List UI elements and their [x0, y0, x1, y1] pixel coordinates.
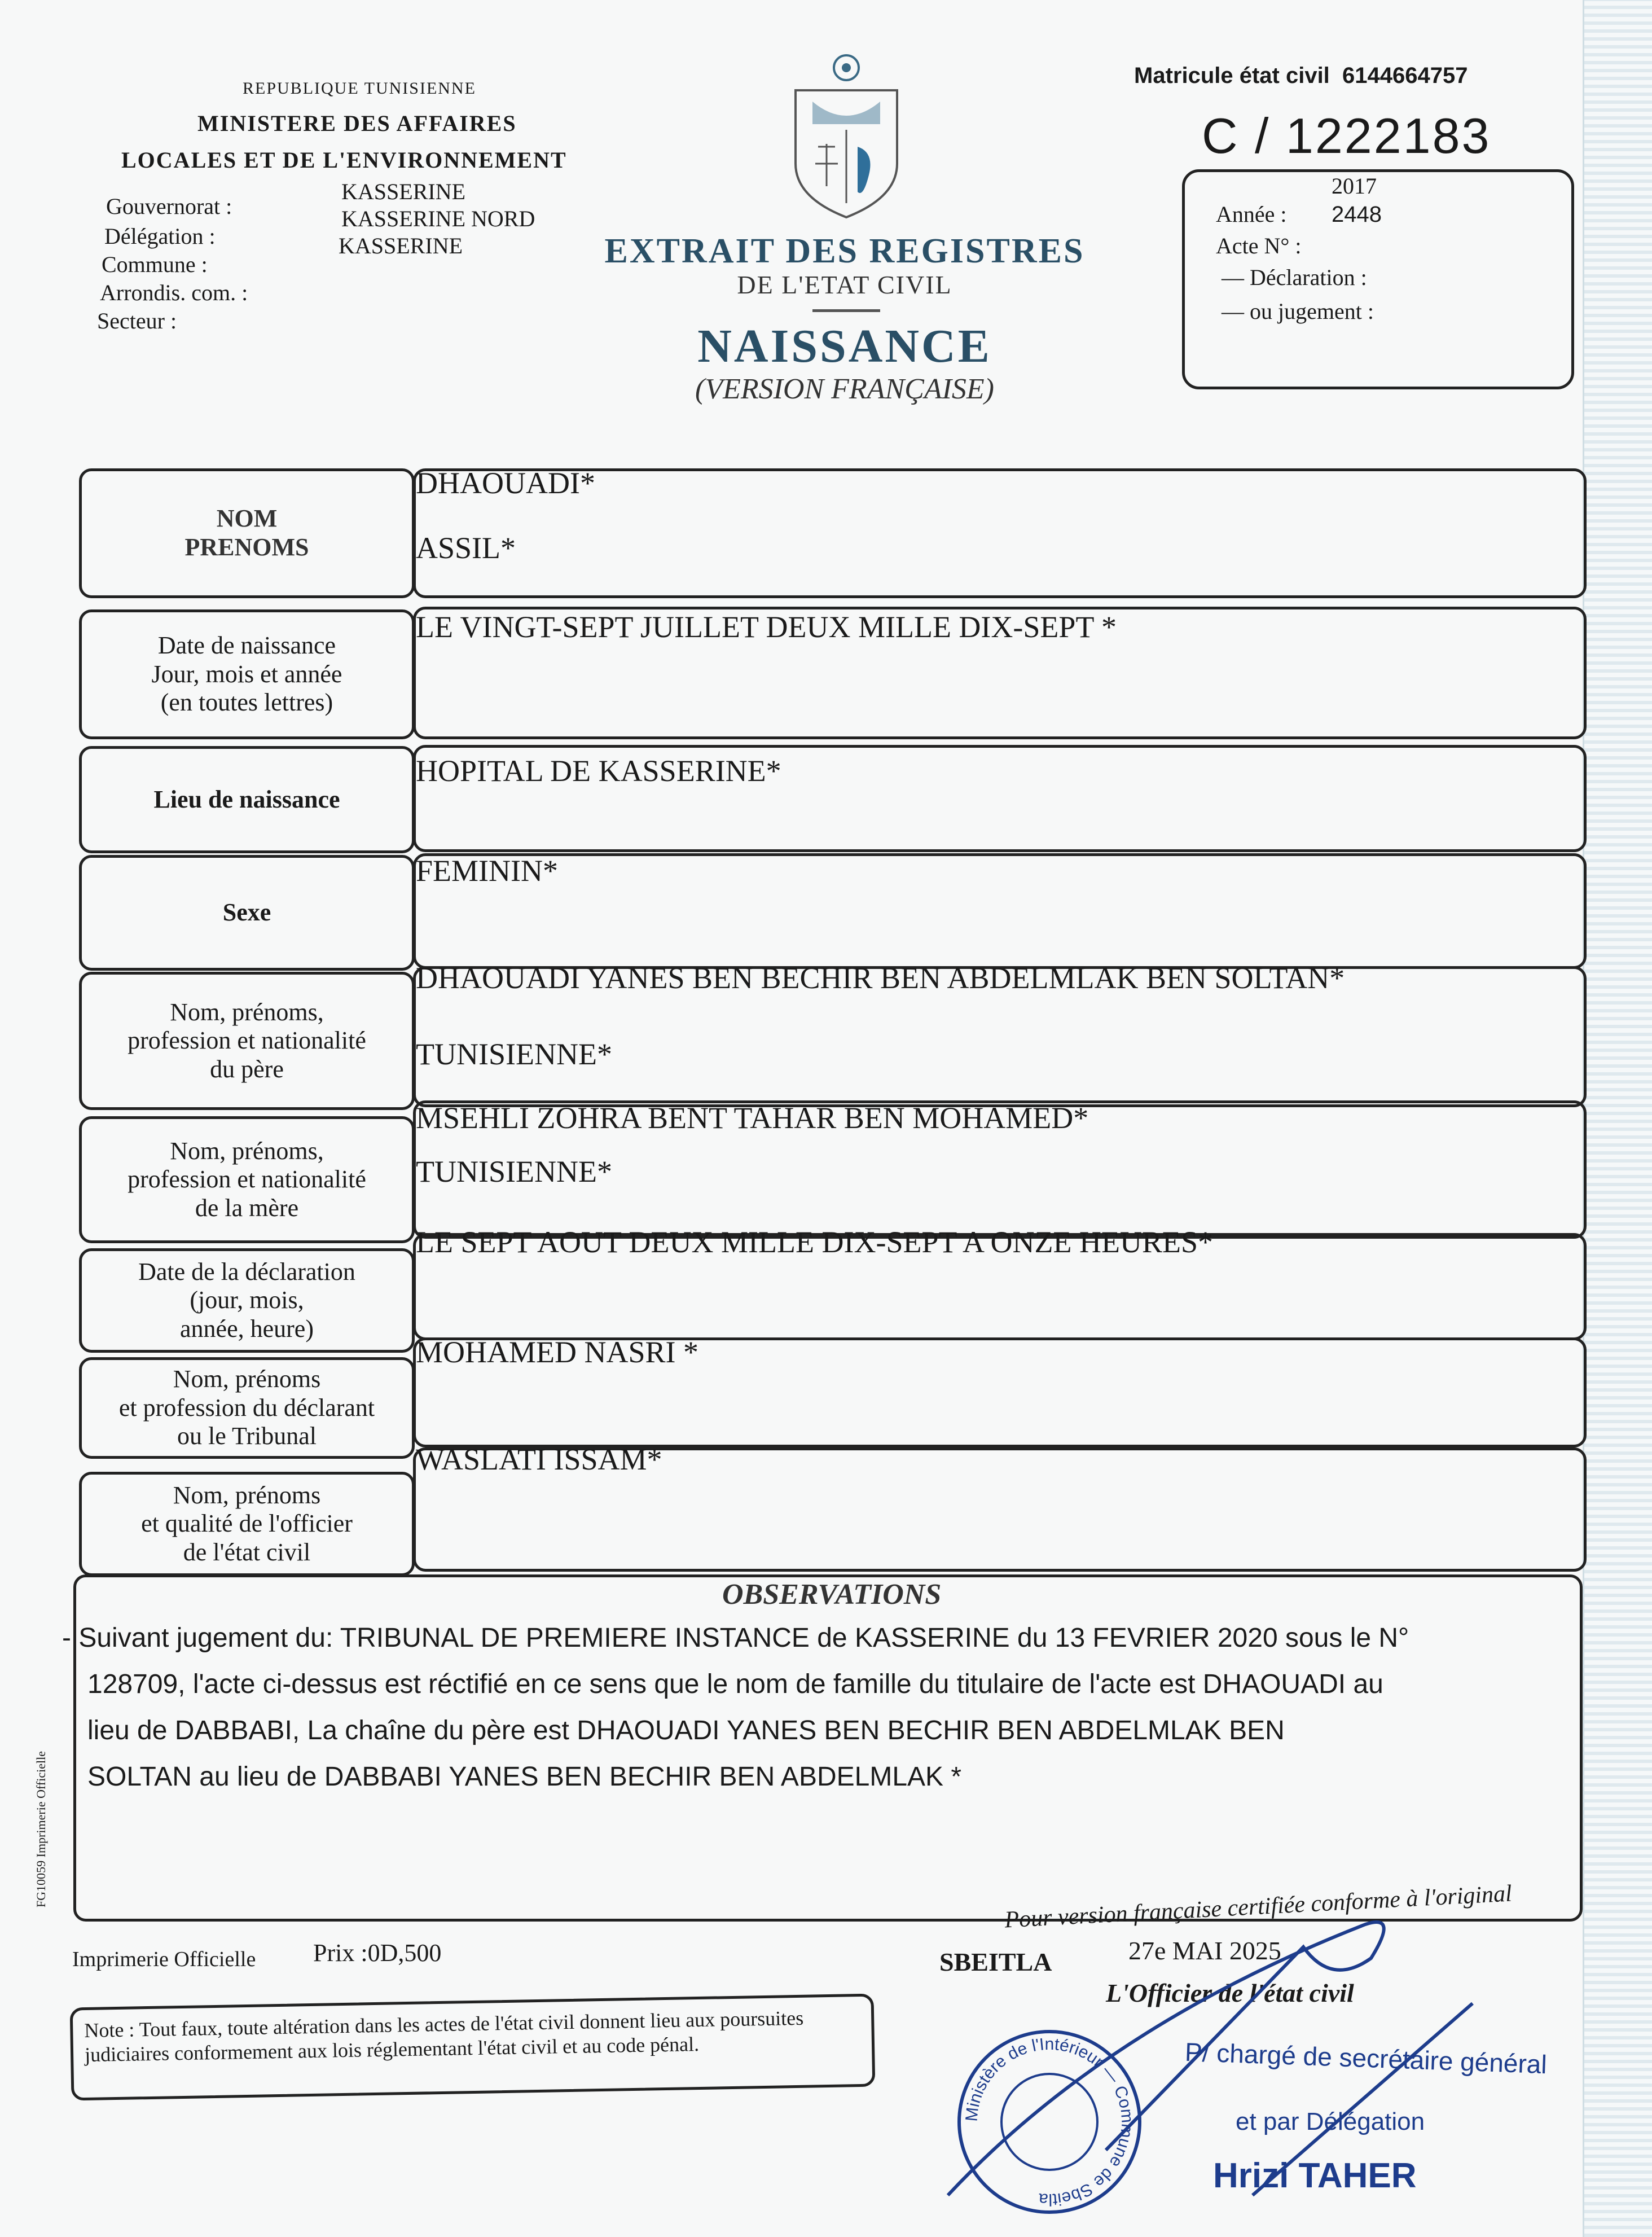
officer-label: Nom, prénoms et qualité de l'officier de l'état civil: [79, 1472, 415, 1576]
version-subtitle: (VERSION FRANÇAISE): [695, 373, 994, 405]
declarant-value: MOHAMED NASRI *: [416, 1335, 699, 1369]
matricule-value: 6144664757: [1342, 63, 1468, 88]
observation-line: - Suivant jugement du: TRIBUNAL DE PREMIERE INSTANCE de KASSERINE du 13 FEVRIER 2020 sous le N°: [62, 1623, 1409, 1653]
birth-date-value: LE VINGT-SEPT JUILLET DEUX MILLE DIX-SEPT *: [416, 610, 1117, 644]
observations-heading: OBSERVATIONS: [722, 1578, 942, 1611]
printer-label: Imprimerie Officielle: [72, 1947, 256, 1971]
margin-print-code: FG10059 Imprimerie Officielle: [34, 1751, 48, 1907]
father-nationality-value: TUNISIENNE*: [416, 1037, 612, 1071]
birth-date-label: Date de naissance Jour, mois et année (en toutes lettres): [79, 609, 415, 739]
matricule: [1134, 63, 1468, 89]
observation-line: lieu de DABBABI, La chaîne du père est DHAOUADI YANES BEN BECHIR BEN ABDELMLAK BEN: [87, 1716, 1285, 1745]
arrondissement-label: Arrondis. com. :: [100, 280, 248, 305]
matricule-label: Matricule état civil: [1134, 63, 1330, 88]
declaration-label: — Déclaration :: [1222, 265, 1367, 290]
father-label: Nom, prénoms, profession et nationalité du père: [79, 972, 415, 1110]
birth-place-field: [413, 745, 1587, 852]
observations-text: [62, 1615, 1409, 1800]
year-value: 2017: [1332, 173, 1377, 199]
gouvernorat-label: Gouvernorat :: [106, 194, 232, 219]
republic-heading: REPUBLIQUE TUNISIENNE: [243, 79, 476, 98]
delegation-label: Délégation :: [104, 223, 216, 249]
nom-prenoms-field: [413, 468, 1587, 598]
extract-title: EXTRAIT DES REGISTRES: [604, 232, 1085, 270]
commune-label: Commune :: [102, 252, 208, 277]
gouvernorat-value: KASSERINE: [341, 179, 466, 204]
mother-label: Nom, prénoms, profession et nationalité de la mère: [79, 1116, 415, 1243]
declaration-date-field: [413, 1225, 1587, 1340]
nom-prenoms-label: NOM PRENOMS: [79, 468, 415, 598]
acte-label: Acte N° :: [1216, 233, 1302, 258]
declaration-date-label: Date de la déclaration (jour, mois, année, heure): [79, 1248, 415, 1353]
father-field: [413, 961, 1587, 1107]
signature-line1: P/ chargé de secrétaire général: [1184, 2037, 1548, 2080]
birth-place-label: Lieu de naissance: [79, 746, 415, 853]
acte-value: 2448: [1332, 202, 1382, 227]
security-paper-edge: [1583, 0, 1652, 2237]
sexe-label: Sexe: [79, 855, 415, 971]
secteur-label: Secteur :: [97, 308, 177, 334]
declaration-date-value: LE SEPT AOUT DEUX MILLE DIX-SEPT A ONZE HEURES*: [416, 1225, 1214, 1259]
stamp-text: Ministère de l'Intérieur — Commune de Sbeitla: [962, 2034, 1137, 2209]
ministry-line1: MINISTERE DES AFFAIRES: [197, 111, 517, 136]
prenoms-value: ASSIL*: [416, 531, 516, 565]
mother-field: [413, 1100, 1587, 1239]
signature-line2: et par Délégation: [1236, 2108, 1425, 2135]
coat-of-arms-emblem: [779, 51, 914, 220]
price: Prix :0D,500: [313, 1939, 442, 1967]
sexe-field: [413, 853, 1587, 969]
ministry-line2: LOCALES ET DE L'ENVIRONNEMENT: [121, 147, 567, 173]
commune-value: KASSERINE: [339, 233, 463, 258]
officer-field: [413, 1442, 1587, 1572]
birth-place-value: HOPITAL DE KASSERINE*: [416, 754, 781, 788]
annee-label: Année :: [1216, 201, 1287, 227]
delegation-value: KASSERINE NORD: [341, 206, 535, 231]
serial-number: C / 1222183: [1202, 108, 1491, 164]
officer-title: L'Officier de l'état civil: [1106, 1979, 1354, 2007]
legal-note: Note : Tout faux, toute altération dans les actes de l'état civil donnent lieu aux poursuites judiciaires conformement aux lois réglementant l'état civil et au code pénal.: [70, 1994, 876, 2101]
declarant-label: Nom, prénoms et profession du déclarant ou le Tribunal: [79, 1357, 415, 1459]
mother-nationality-value: TUNISIENNE*: [416, 1155, 612, 1188]
observation-line: SOLTAN au lieu de DABBABI YANES BEN BECHIR BEN ABDELMLAK *: [87, 1762, 962, 1792]
naissance-title: NAISSANCE: [697, 320, 992, 372]
place: SBEITLA: [939, 1947, 1052, 1976]
mother-name-value: MSEHLI ZOHRA BENT TAHAR BEN MOHAMED*: [416, 1101, 1089, 1135]
father-name-value: DHAOUADI YANES BEN BECHIR BEN ABDELMLAK BEN SOLTAN*: [416, 961, 1345, 995]
issue-date: 27e MAI 2025: [1128, 1936, 1281, 1965]
extract-subtitle: DE L'ETAT CIVIL: [737, 270, 952, 299]
declarant-field: [413, 1337, 1587, 1448]
nom-value: DHAOUADI*: [416, 466, 595, 500]
sexe-value: FEMININ*: [416, 854, 558, 888]
observation-line: 128709, l'acte ci-dessus est réctifié en ce sens que le nom de famille du titulaire de l'acte est DHAOUADI au: [87, 1669, 1383, 1699]
officer-value: WASLATI ISSAM*: [416, 1442, 662, 1476]
signature-name: Hrizi TAHER: [1213, 2156, 1417, 2195]
birth-date-field: [413, 607, 1587, 739]
certified-statement: Pour version française certifiée conforme à l'original: [1004, 1880, 1513, 1933]
title-divider: [812, 309, 880, 312]
jugement-label: — ou jugement :: [1222, 299, 1374, 324]
